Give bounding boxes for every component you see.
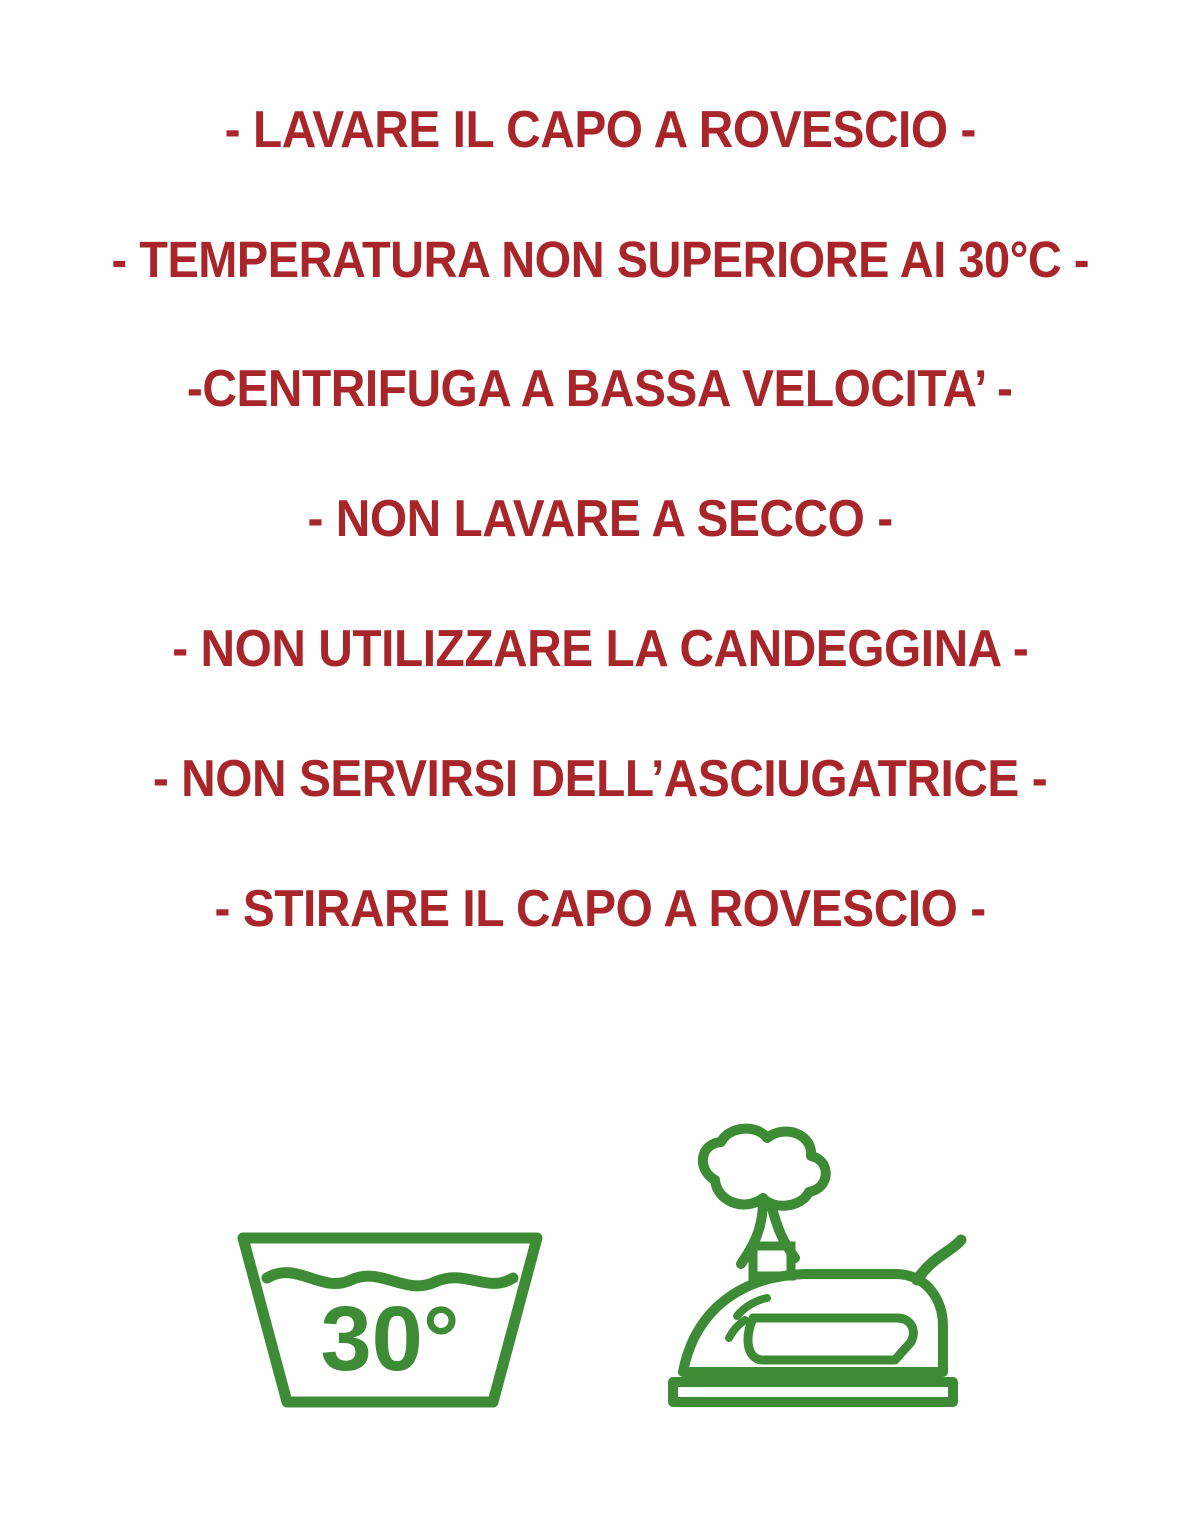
care-instruction-line: -CENTRIFUGA A BASSA VELOCITA’ - (187, 360, 1013, 418)
svg-text:30°: 30° (320, 1288, 460, 1390)
care-instruction-line: - NON UTILIZZARE LA CANDEGGINA - (171, 620, 1029, 678)
care-instruction-line: - TEMPERATURA NON SUPERIORE AI 30°C - (111, 231, 1089, 288)
wash-tub-30-icon (225, 1220, 555, 1420)
care-instruction-line: - NON LAVARE A SECCO - (307, 490, 893, 548)
steam-iron-icon (645, 1120, 975, 1420)
care-instruction-line: - STIRARE IL CAPO A ROVESCIO - (214, 880, 986, 938)
care-instruction-line: - NON SERVIRSI DELL’ASCIUGATRICE - (152, 750, 1048, 808)
care-symbols-row (0, 1090, 1200, 1420)
care-instruction-line: - LAVARE IL CAPO A ROVESCIO - (224, 101, 976, 159)
